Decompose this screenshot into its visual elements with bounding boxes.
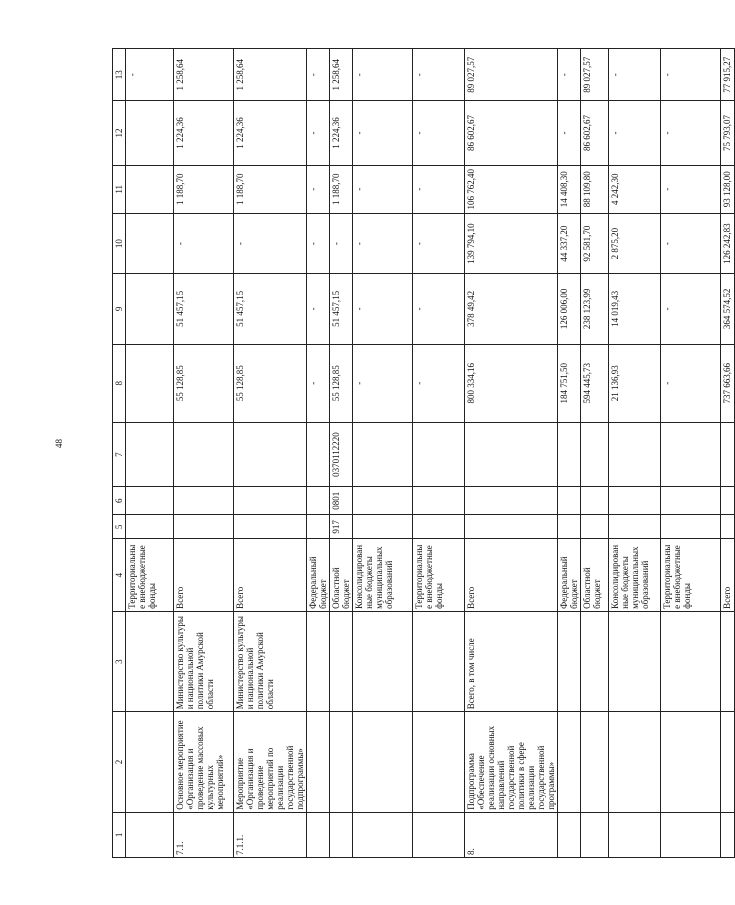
table-cell [558, 712, 581, 812]
table-row [609, 49, 661, 858]
table-cell [558, 487, 581, 515]
table-cell: - [413, 274, 465, 344]
table-cell: 1 188,70 [330, 165, 353, 213]
table-row [558, 49, 581, 858]
table-cell: - [413, 213, 465, 273]
table-cell: - [661, 344, 721, 422]
table-cell: - [661, 213, 721, 273]
table-cell [661, 812, 721, 857]
table-cell [661, 611, 721, 711]
table-cell [353, 422, 413, 486]
table-cell [307, 812, 330, 857]
table-cell: 75 793,07 [721, 101, 735, 165]
table-cell: 378 49,42 [465, 274, 558, 344]
table-cell: 1 224,36 [330, 101, 353, 165]
table-cell [126, 274, 174, 344]
table-cell [558, 422, 581, 486]
table-row [581, 49, 609, 858]
table-row [721, 49, 735, 858]
header-row [113, 49, 126, 858]
table-cell [721, 611, 735, 711]
table-cell: - [330, 213, 353, 273]
table-cell: 238 123,99 [581, 274, 609, 344]
table-cell: 51 457,15 [234, 274, 307, 344]
table-cell: 1 258,64 [174, 49, 234, 101]
table-cell: Всего [234, 539, 307, 611]
table-cell: - [307, 49, 330, 101]
header-cell: 7 [113, 422, 126, 486]
table-cell: Территориальные внебюджетные фонды [661, 539, 721, 611]
table-cell: 917 [330, 515, 353, 539]
table-cell: Подпрограмма «Обеспечение реализации основных направлений государственной политики в сфере реализации государственной программы» [465, 712, 558, 812]
table-cell [307, 422, 330, 486]
table-cell: 93 128,00 [721, 165, 735, 213]
table-cell: Территориальные внебюджетные фонды [126, 539, 174, 611]
table-cell: 86 602,67 [581, 101, 609, 165]
table-cell: - [353, 49, 413, 101]
table-cell [126, 422, 174, 486]
table-cell: 55 128,85 [330, 344, 353, 422]
table-cell [581, 422, 609, 486]
table-cell [353, 712, 413, 812]
table-cell [126, 344, 174, 422]
table-cell [126, 487, 174, 515]
table-cell [609, 611, 661, 711]
table-cell: 14 408,30 [558, 165, 581, 213]
table-row [353, 49, 413, 858]
table-cell: Мероприятие «Организация и проведение мероприятий по реализации государственной подпрограммы» [234, 712, 307, 812]
table-cell [465, 422, 558, 486]
table-cell [661, 712, 721, 812]
table-row [174, 49, 234, 858]
table-cell [609, 515, 661, 539]
table-cell [661, 487, 721, 515]
table-cell: - [661, 49, 721, 101]
table-cell: 139 794,10 [465, 213, 558, 273]
table-cell: Всего [721, 539, 735, 611]
rotated-table-wrapper [112, 48, 732, 858]
table-cell [413, 487, 465, 515]
table-cell: 51 457,15 [330, 274, 353, 344]
table-cell [126, 101, 174, 165]
budget-table [112, 48, 735, 858]
header-cell: 9 [113, 274, 126, 344]
table-cell: - [307, 165, 330, 213]
table-cell: 88 109,80 [581, 165, 609, 213]
table-cell: 51 457,15 [174, 274, 234, 344]
table-cell [126, 712, 174, 812]
table-cell [413, 422, 465, 486]
table-cell: 21 136,93 [609, 344, 661, 422]
table-cell [465, 487, 558, 515]
table-cell: Всего, в том числе [465, 611, 558, 711]
table-cell: 89 027,57 [581, 49, 609, 101]
table-cell: - [126, 49, 174, 101]
table-cell: Федеральный бюджет [558, 539, 581, 611]
table-cell: - [307, 344, 330, 422]
table-cell: 800 334,16 [465, 344, 558, 422]
table-cell [174, 422, 234, 486]
table-cell: - [413, 101, 465, 165]
table-cell: 0370112220 [330, 422, 353, 486]
table-cell: 0801 [330, 487, 353, 515]
table-cell: - [558, 49, 581, 101]
table-cell: - [661, 101, 721, 165]
header-cell: 5 [113, 515, 126, 539]
table-cell [234, 487, 307, 515]
table-cell: 594 445,73 [581, 344, 609, 422]
table-cell [609, 712, 661, 812]
table-cell: - [353, 274, 413, 344]
table-cell: Всего [465, 539, 558, 611]
table-cell: 55 128,85 [234, 344, 307, 422]
table-cell: - [353, 344, 413, 422]
table-cell [126, 611, 174, 711]
table-cell: - [661, 165, 721, 213]
table-cell: Консолидированные бюджеты муниципальных образований [609, 539, 661, 611]
table-cell: - [307, 213, 330, 273]
table-cell [307, 712, 330, 812]
table-cell [581, 812, 609, 857]
table-cell: 86 602,67 [465, 101, 558, 165]
table-cell: 364 574,52 [721, 274, 735, 344]
table-cell [413, 812, 465, 857]
header-cell: 1 [113, 812, 126, 857]
page-number: 48 [54, 439, 64, 448]
table-cell: - [413, 344, 465, 422]
table-cell: - [609, 49, 661, 101]
header-cell: 8 [113, 344, 126, 422]
table-cell [413, 611, 465, 711]
table-cell: 1 188,70 [174, 165, 234, 213]
table-cell [413, 712, 465, 812]
table-cell: 14 019,43 [609, 274, 661, 344]
table-cell: - [234, 213, 307, 273]
table-cell [721, 712, 735, 812]
table-cell [465, 515, 558, 539]
table-cell [126, 213, 174, 273]
table-cell [721, 812, 735, 857]
table-cell: - [413, 165, 465, 213]
table-cell: Основное мероприятие «Организация и проведение массовых культурных мероприятий» [174, 712, 234, 812]
table-row [661, 49, 721, 858]
table-cell: Областной бюджет [581, 539, 609, 611]
table-cell: 77 915,27 [721, 49, 735, 101]
table-cell: 106 762,40 [465, 165, 558, 213]
table-cell: 1 258,64 [234, 49, 307, 101]
table-cell: 1 224,36 [174, 101, 234, 165]
table-cell [307, 611, 330, 711]
table-cell [174, 487, 234, 515]
table-cell [353, 487, 413, 515]
table-cell [721, 515, 735, 539]
table-cell: - [174, 213, 234, 273]
table-cell [581, 487, 609, 515]
table-cell: 44 337,20 [558, 213, 581, 273]
table-cell: - [609, 101, 661, 165]
header-cell: 6 [113, 487, 126, 515]
table-cell: 2 875,20 [609, 213, 661, 273]
table-cell [234, 422, 307, 486]
table-row [234, 49, 307, 858]
table-cell: 126 006,00 [558, 274, 581, 344]
table-cell: 126 242,83 [721, 213, 735, 273]
header-cell: 11 [113, 165, 126, 213]
table-cell [353, 611, 413, 711]
table-cell: Министерство культуры и национальной политики Амурской области [174, 611, 234, 711]
table-cell: - [307, 274, 330, 344]
table-cell: Консолидированные бюджеты муниципальных образований [353, 539, 413, 611]
header-cell: 13 [113, 49, 126, 101]
table-cell: - [353, 213, 413, 273]
table-cell [126, 515, 174, 539]
table-cell [413, 515, 465, 539]
table-cell [661, 422, 721, 486]
header-cell: 2 [113, 712, 126, 812]
header-cell: 3 [113, 611, 126, 711]
table-cell: 1 258,64 [330, 49, 353, 101]
table-row [307, 49, 330, 858]
table-cell [609, 487, 661, 515]
table-cell [330, 611, 353, 711]
table-row [465, 49, 558, 858]
table-cell [353, 515, 413, 539]
header-cell: 12 [113, 101, 126, 165]
table-cell: - [661, 274, 721, 344]
table-cell: - [413, 49, 465, 101]
table-cell: - [353, 101, 413, 165]
table-cell [558, 515, 581, 539]
table-cell [558, 611, 581, 711]
table-cell: 7.1. [174, 812, 234, 857]
table-row [330, 49, 353, 858]
table-cell [609, 422, 661, 486]
table-cell [581, 611, 609, 711]
table-cell [330, 712, 353, 812]
table-cell [174, 515, 234, 539]
table-cell [126, 165, 174, 213]
table-cell: - [558, 101, 581, 165]
table-cell [307, 515, 330, 539]
table-cell: - [307, 101, 330, 165]
header-cell: 4 [113, 539, 126, 611]
table-body [113, 49, 735, 858]
table-cell: 4 242,30 [609, 165, 661, 213]
table-cell: 89 027,57 [465, 49, 558, 101]
table-cell [581, 515, 609, 539]
table-cell [558, 812, 581, 857]
table-cell: 1 224,36 [234, 101, 307, 165]
header-cell: 10 [113, 213, 126, 273]
table-cell: Областной бюджет [330, 539, 353, 611]
table-cell: Федеральный бюджет [307, 539, 330, 611]
table-cell: 184 751,50 [558, 344, 581, 422]
table-cell: Территориальные внебюджетные фонды [413, 539, 465, 611]
table-cell [581, 712, 609, 812]
table-row [413, 49, 465, 858]
table-cell [330, 812, 353, 857]
table-cell: 55 128,85 [174, 344, 234, 422]
table-cell: 7.1.1. [234, 812, 307, 857]
table-cell: 1 188,70 [234, 165, 307, 213]
table-cell [307, 487, 330, 515]
table-cell [661, 515, 721, 539]
table-cell [234, 515, 307, 539]
table-cell [721, 487, 735, 515]
table-cell [609, 812, 661, 857]
table-cell: - [353, 165, 413, 213]
table-row [126, 49, 174, 858]
table-cell [721, 422, 735, 486]
table-cell [353, 812, 413, 857]
table-cell: 92 581,70 [581, 213, 609, 273]
table-cell: 737 663,66 [721, 344, 735, 422]
table-cell: Министерство культуры и национальной политики Амурской области [234, 611, 307, 711]
table-cell: Всего [174, 539, 234, 611]
table-cell: 8. [465, 812, 558, 857]
table-cell [126, 812, 174, 857]
